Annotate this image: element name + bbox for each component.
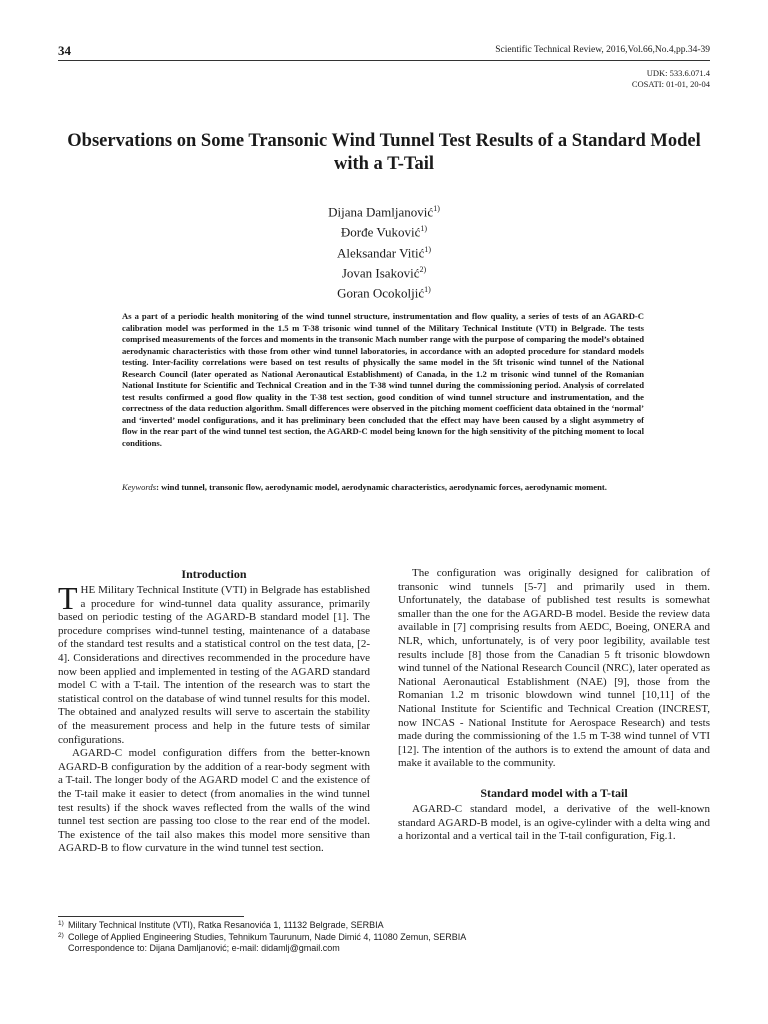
author-name: Goran Ocokoljić [337,285,425,301]
correspondence: Correspondence to: Dijana Damljanović; e-mail: didamlj@gmail.com [68,943,340,953]
author-affiliation: 1) [433,204,440,213]
keywords-text: wind tunnel, transonic flow, aerodynamic model, aerodynamic characteristics, aerodynamic forces, aerodynamic moment. [161,482,607,492]
keywords: Keywords: wind tunnel, transonic flow, aerodynamic model, aerodynamic characteristics, aerodynamic forces, aerodynamic moment. [122,482,607,492]
journal-reference: Scientific Technical Review, 2016,Vol.66,No.4,pp.34-39 [495,45,710,55]
paragraph [58,580,370,747]
cosati-code: COSATI: 01-01, 20-04 [631,79,710,89]
author-name: Jovan Isaković [341,265,420,281]
footnote-text: College of Applied Engineering Studies, Tehnikum Taurunum, Nade Dimić 4, 11080 Zemun, SERBIA [68,931,467,942]
author-name: Aleksandar Vitić [336,244,425,260]
paragraph: AGARD-C model configuration differs from the better-known AGARD-B configuration by the addition of a rear-body segment with a T-tail. The longer body of the AGARD model C and the existence of the T-tail make it easier to detect (from anomalies in the wind tunnel test results) if the shock waves reflected from the walls of the wind tunnel test section are passing too close to the rear end of the model. The existence of the tail also makes this model more sensitive than AGARD-B to flow curvature in the wind tunnel test section. [58,747,370,855]
author-affiliation: 1) [420,224,428,234]
author [0,261,768,281]
footnote [58,932,710,944]
author-name: Dijana Damljanović [328,204,434,220]
left-column [58,566,370,856]
author-name: Đorđe Vuković [340,224,421,240]
classification-codes [632,68,710,90]
footnotes [58,920,710,955]
udk-code: UDK: 533.6.071.4 [646,68,710,78]
footnote-mark: 2) [58,931,64,939]
drop-cap: T [58,580,78,616]
header-rule [58,60,710,61]
section-heading-standard-model: Standard model with a T-tail [480,785,628,800]
author [0,281,768,301]
author [0,200,768,220]
author-affiliation: 1) [424,285,431,295]
author-affiliation: 2) [419,264,427,274]
paragraph-text: HE Military Technical Institute (VTI) in Belgrade has established a procedure for wind-tunnel data quality assurance, primarily based on periodic testing of the AGARD-B standard model [1]. The procedure comprises wind-tunnel testing, maintenance of a database of the standard test results and a statistical control on the test data, [2-4]. Considerations and directives recommended in the procedure have now been applied and implemented in testing of the AGARD standard model C with a T-tail. The intention of the research was to start the statistical control on the database of wind tunnel results for this model. The obtained and analyzed results will serve to ascertain the stability of the measurement process and help in the future tests of similar configurations. [58,584,370,746]
right-column [398,567,710,844]
paragraph: The configuration was originally designed for calibration of transonic wind tunnels [5-7] and primarily used in them. Unfortunately, the database of published test results is somewhat smaller than the one for the AGARD-B model. Beside the review data available in [7] comprising results from AEDC, Boeing, ONERA and NLR, which, unfortunately, is of very poor legibility, available test results include [8] those from the Canadian 5 ft trisonic blowdown wind tunnel of the National Research Council (NRC), later operated as National Aeronautical Establishment (NAE) [9], those from the Romanian 1.2 m trisonic blowdown wind tunnel [10,11] of the National Institute for Scientific and Technical Creation (INCREST, now INCAS - National Institute for Aerospace Research) and tests made during the commissioning of the 1.5 m T-38 wind tunnel of VTI [12]. The intention of the authors is to extend the amount of data and make it available to the community. [398,567,710,770]
paragraph: AGARD-C standard model, a derivative of the well-known standard AGARD-B model, is an ogive-cylinder with a delta wing and a horizontal and a vertical tail in the T-tail configuration, Fig.1. [398,802,710,843]
abstract: As a part of a periodic health monitoring of the wind tunnel structure, instrumentation and flow quality, a series of tests of an AGARD-C calibration model was performed in the 1.5 m T-38 trisonic wind tunnel of the Military Technical Institute (VTI) in Belgrade. The tests comprised measurements of the forces and moments in the transonic Mach number range with the purpose of comparing the model’s obtained aerodynamic characteristics with those from other wind tunnel laboratories, in accordance with an adopted procedure for standard models testing. Inter-facility correlations were based on test results of physically the same model in the 5ft trisonic wind tunnel of the National Research Council (later operated as National Aeronautical Establishment) of Canada, in the 1.2 m trisonic wind tunnel of the Romanian National Institute for Scientific and Technical Creation and in the T-38 wind tunnel during the commissioning period. Analysis of correlated test results confirmed a good flow quality in the T-38 test section, good condition of wind tunnel structure and instrumentation, and the correctness of the data reduction algorithm. Small differences were observed in the pitching moment coefficient data obtained in the ‘normal’ and ‘inverted’ model configurations, and it has preliminary been concluded that the effect may have been caused by a slight asymmetry of flow in the rear part of the wind tunnel test section, the AGARD-C model being known for the high sensitivity of the pitching moment to local conditions. [122,311,644,448]
author-affiliation: 1) [424,244,432,254]
keywords-label: Keywords [122,482,157,492]
author [0,220,768,240]
footnote-rule [58,916,244,917]
footnote-mark: 1) [58,920,64,927]
section-heading-introduction: Introduction [181,567,247,581]
page-number: 34 [58,43,71,58]
author-list [0,200,768,302]
footnote-text: Military Technical Institute (VTI), Ratka Resanovića 1, 11132 Belgrade, SERBIA [68,920,384,930]
author [0,241,768,261]
footnote [58,920,710,932]
paper-title: Observations on Some Transonic Wind Tunnel Test Results of a Standard Model with a T-Tail [67,131,701,174]
